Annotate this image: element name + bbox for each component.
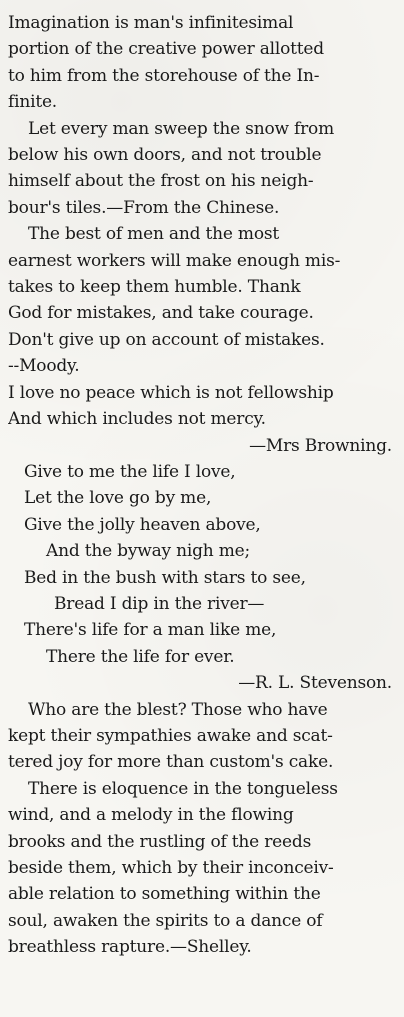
text-line: bour's tiles.—From the Chinese.: [8, 197, 280, 218]
text-line: portion of the creative power allotted: [8, 39, 324, 60]
poem-line: Bed in the bush with stars to see,: [24, 567, 306, 588]
text-line: able relation to something within the: [8, 884, 321, 905]
text-line: The best of men and the most: [28, 224, 280, 245]
paragraph-mistakes: [8, 221, 400, 379]
paragraph-blest: [8, 697, 400, 776]
attribution-stevenson: —R. L. Stevenson.: [238, 673, 392, 694]
text-line: Let every man sweep the snow from: [28, 118, 335, 139]
poem-line: Give to me the life I love,: [24, 461, 236, 482]
poem-line: Give the jolly heaven above,: [24, 514, 261, 535]
text-line: brooks and the rustling of the reeds: [8, 831, 312, 852]
text-line: himself about the frost on his neigh-: [8, 171, 314, 192]
text-line: I love no peace which is not fellowship: [8, 382, 334, 403]
poem-line: And the byway nigh me;: [46, 541, 251, 562]
text-line: breathless rapture.—Shelley.: [8, 937, 252, 958]
text-line: below his own doors, and not trouble: [8, 145, 322, 166]
text-line: beside them, which by their inconceiv-: [8, 858, 334, 878]
poem-line: Bread I dip in the river—: [54, 593, 265, 614]
text-line: --Moody.: [8, 356, 80, 377]
text-line: God for mistakes, and take courage.: [8, 303, 314, 324]
text-line: soul, awaken the spirits to a dance of: [8, 910, 323, 931]
text-line: earnest workers will make enough mis-: [8, 250, 341, 271]
text-line: Who are the blest? Those who have: [28, 699, 328, 720]
text-line: tered joy for more than custom's cake.: [8, 752, 334, 773]
text-line: There is eloquence in the tongueless: [28, 778, 338, 799]
paragraph-snow: [8, 116, 400, 222]
text-line: And which includes not mercy.: [8, 409, 266, 430]
poem-stevenson: [8, 459, 400, 670]
text-line: Don't give up on account of mistakes.: [8, 329, 325, 350]
attribution-browning: —Mrs Browning.: [249, 435, 392, 456]
poem-line: There the life for ever.: [46, 646, 235, 667]
paragraph-imagination: [8, 10, 400, 116]
text-line: kept their sympathies awake and scat-: [8, 725, 333, 746]
text-line: to him from the storehouse of the In-: [8, 65, 320, 86]
poem-line: There's life for a man like me,: [24, 620, 277, 641]
paragraph-shelley: [8, 776, 400, 961]
paragraph-browning: [8, 380, 400, 433]
text-line: Imagination is man's infinitesimal: [8, 13, 294, 33]
text-line: wind, and a melody in the flowing: [8, 805, 294, 826]
text-line: finite.: [8, 92, 58, 113]
text-line: takes to keep them humble. Thank: [8, 277, 301, 298]
poem-line: Let the love go by me,: [24, 488, 212, 509]
